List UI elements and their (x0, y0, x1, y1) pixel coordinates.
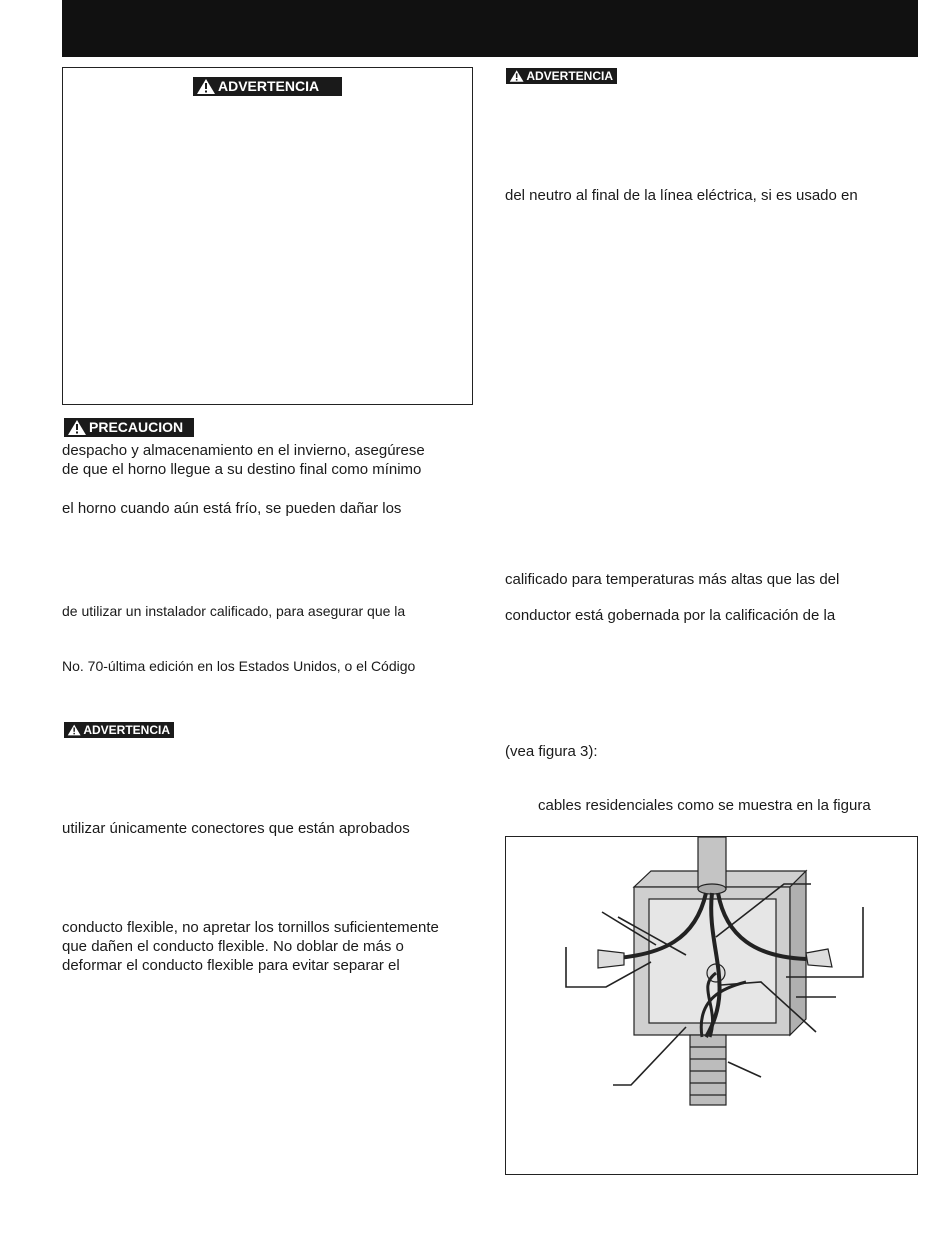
see-figure-text: (vea figura 3): (505, 743, 598, 760)
warning-triangle-icon (196, 78, 216, 95)
caution-text-line: el horno cuando aún está frío, se pueden dañar los (62, 500, 402, 517)
code-text-line: No. 70-última edición en los Estados Unidos, o el Código (62, 658, 416, 674)
header-bar (62, 0, 918, 57)
conduit-text-line: conducto flexible, no apretar los tornillos suficientemente (62, 919, 439, 936)
conductor-text-line: conductor está gobernada por la calificación de la (505, 607, 836, 624)
caution-text-line: despacho y almacenamiento en el invierno, asegúrese (62, 442, 425, 459)
cables-text-line: cables residenciales como se muestra en la figura (538, 797, 871, 814)
caution-text-line: de que el horno llegue a su destino final como mínimo (62, 461, 422, 478)
neutral-text-line: del neutro al final de la línea eléctrica, si es usado en (505, 187, 858, 204)
warning-badge-label: ADVERTENCIA (526, 69, 613, 83)
connectors-text-line: utilizar únicamente conectores que están aprobados (62, 820, 410, 837)
warning-badge-box (193, 77, 342, 96)
warning-box (62, 67, 473, 405)
conduit-text-line: deformar el conducto flexible para evitar separar el (62, 957, 400, 974)
junction-box-illustration (506, 837, 917, 1174)
warning-badge-right (506, 68, 617, 84)
conduit-text-line: que dañen el conducto flexible. No doblar de más o (62, 938, 404, 955)
warning-badge-left (64, 722, 174, 738)
warning-triangle-icon (67, 419, 87, 436)
caution-badge-label: PRECAUCION (89, 419, 184, 435)
caution-badge (64, 418, 194, 437)
wiring-figure (505, 836, 918, 1175)
warning-triangle-icon (67, 723, 81, 737)
warning-badge-label: ADVERTENCIA (83, 723, 170, 737)
warning-badge-label: ADVERTENCIA (218, 78, 320, 94)
temperature-text-line: calificado para temperaturas más altas que las del (505, 571, 840, 588)
installer-text-line: de utilizar un instalador calificado, para asegurar que la (62, 603, 406, 619)
warning-triangle-icon (509, 69, 524, 83)
